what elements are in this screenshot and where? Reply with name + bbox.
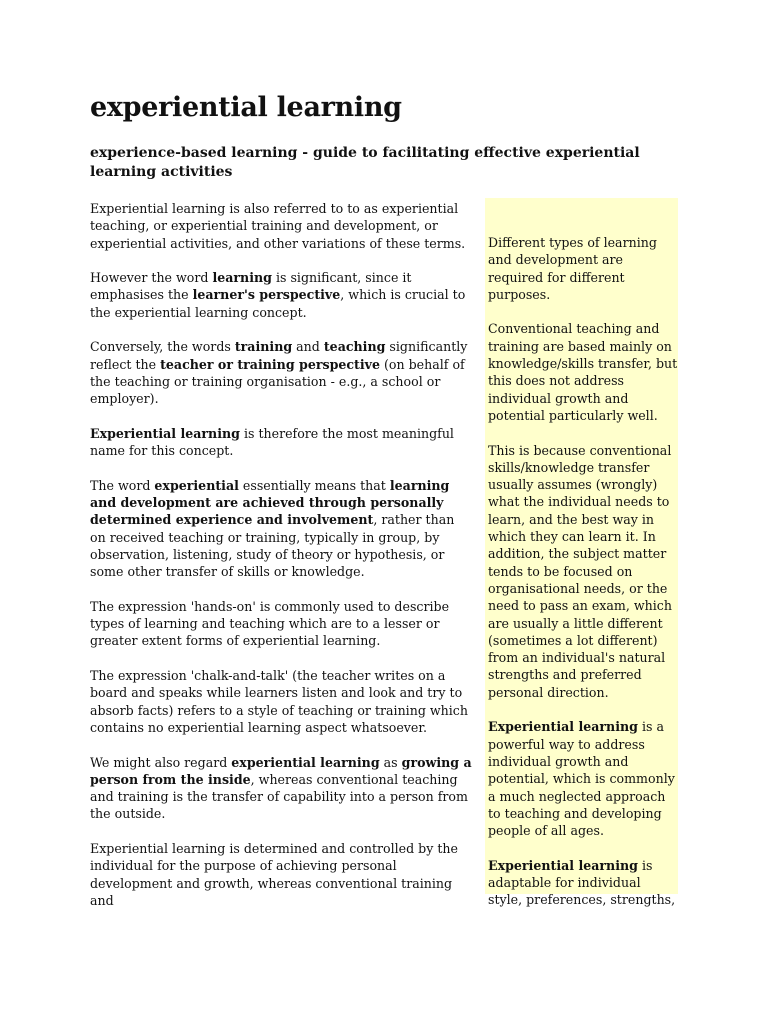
paragraph-9: Experiential learning is determined and controlled by the individual for the purpose of achieving personal development and growth, whereas conventional training and <box>90 840 458 908</box>
sidebar-box <box>485 198 678 908</box>
paragraph-8: We might also regard experiential learning as growing a person from the inside, whereas conventional teaching and training is the transfer of capability into a person from the outside. <box>90 754 472 822</box>
main-column <box>90 200 472 926</box>
paragraph-2: However the word learning is significant, since it emphasises the learner's perspective, which is crucial to the experiential learning concept. <box>90 270 466 320</box>
page-subtitle: experience-based learning - guide to facilitating effective experiential learning activities <box>90 145 640 180</box>
paragraph-5: The word experiential essentially means that learning and development are achieved through personally determined experience and involvement, rather than on received teaching or training, typically in group, by observation, listening, study of theory or hypothesis, or some other transfer of skills or knowledge. <box>90 477 455 580</box>
paragraph-7: The expression 'chalk-and-talk' (the teacher writes on a board and speaks while learners listen and look and try to absorb facts) refers to a style of teaching or training which contains no experiential learning aspect whatsoever. <box>90 668 468 735</box>
sidebar-paragraph-1: Different types of learning and development are required for different purposes. <box>488 235 657 302</box>
sidebar-paragraph-2: Conventional teaching and training are based mainly on knowledge/skills transfer, but this does not address individual growth and potential particularly well. <box>488 321 678 423</box>
paragraph-4: Experiential learning is therefore the most meaningful name for this concept. <box>90 425 454 459</box>
paragraph-1: Experiential learning is also referred to to as experiential teaching, or experiential training and development, or experiential activities, and other variations of these terms. <box>90 201 466 251</box>
paragraph-3: Conversely, the words training and teaching significantly reflect the teacher or training perspective (on behalf of the teaching or training organisation - e.g., a school or employer). <box>90 339 468 407</box>
sidebar-paragraph-3: This is because conventional skills/knowledge transfer usually assumes (wrongly) what the individual needs to learn, and the best way in which they can learn it. In addition, the subject matter tends to be focused on organisational needs, or the need to pass an exam, which are usually a little different (sometimes a lot different) from an individual's natural strengths and preferred personal direction. <box>488 442 672 700</box>
paragraph-6: The expression 'hands-on' is commonly used to describe types of learning and teaching which are to a lesser or greater extent forms of experiential learning. <box>90 598 450 649</box>
sidebar-paragraph-4: Experiential learning is a powerful way to address individual growth and potential, which is commonly a much neglected approach to teaching and developing people of all ages. <box>488 719 675 839</box>
sidebar-paragraph-5: Experiential learning is adaptable for individual style, preferences, strengths, <box>488 857 676 908</box>
page-title: experiential learning <box>90 92 402 123</box>
